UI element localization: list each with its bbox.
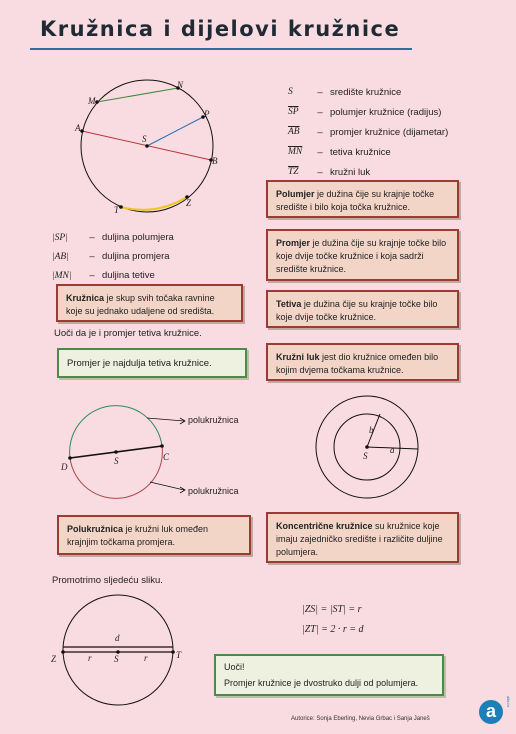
term-polumjer: Polumjer — [276, 189, 315, 199]
radius-label-a: a — [390, 445, 395, 455]
definition-text: je skup svih točaka ravnine koje su jednako udaljene od središta. — [66, 293, 215, 316]
legend-item: $\overline{AB}$ – promjer kružnice (dijametar) — [288, 126, 449, 138]
legend-text: promjer kružnice (dijametar) — [330, 126, 449, 138]
legend-text: središte kružnice — [330, 86, 402, 98]
label-d: d — [115, 633, 120, 643]
legend-text: polumjer kružnice (radijus) — [330, 106, 442, 118]
term-koncentricne: Koncentrične kružnice — [276, 521, 373, 531]
legend-symbol: $\overline{SP}$ — [288, 107, 299, 117]
definition-kruznica — [56, 284, 243, 322]
label-r-right: r — [144, 653, 148, 663]
legend-item: $\overline{MN}$ – tetiva kružnice — [288, 146, 391, 158]
publisher-logo: a — [479, 700, 503, 724]
formula-1: |ZS| = |ST| = r — [302, 604, 362, 615]
definition-text: jest dio kružnice omeđen bilo kojim dvjema točkama kružnice. — [276, 352, 439, 375]
formula-2: |ZT| = 2 · r = d — [302, 624, 364, 635]
legend-symbol: $\overline{MN}$ — [288, 147, 303, 157]
length-text: duljina tetive — [102, 270, 155, 281]
legend-list — [288, 82, 448, 182]
term-polukruznica: Polukružnica — [67, 524, 124, 534]
bottom-circle — [63, 595, 173, 705]
point-label-s3: S — [363, 451, 368, 461]
radius-sp — [147, 117, 203, 146]
radius-label-b: b — [369, 425, 374, 435]
legend-symbol: $\overline{TZ}$ — [288, 167, 299, 177]
promotrimo-text: Promotrimo sljedeću sliku. — [52, 575, 163, 586]
definition-promjer — [266, 229, 459, 281]
point-label-s4: S — [114, 654, 119, 664]
legend-item: $\overline{SP}$ – polumjer kružnice (radijus) — [288, 106, 442, 118]
point-label-a: A — [75, 123, 81, 133]
authors: Autorice: Sonja Eberling, Nevia Grbac i Sanja Janeš — [291, 716, 430, 722]
point-label-t: T — [114, 205, 120, 215]
semicircle-bottom — [70, 446, 162, 498]
tip-najdulja-tetiva: Promjer je najdulja tetiva kružnice. — [57, 348, 247, 378]
label-polukruznica-bottom: polukružnica — [188, 486, 239, 496]
length-text: duljina promjera — [102, 251, 170, 262]
length-list — [52, 228, 174, 285]
length-symbol: |AB| — [52, 251, 69, 262]
definition-koncentricne — [266, 512, 459, 563]
length-symbol: |SP| — [52, 232, 68, 243]
legend-item: S – središte kružnice — [288, 86, 402, 98]
definition-text: je kružni luk omeđen krajnjim točkama promjera. — [67, 524, 209, 547]
arrow-bottom — [150, 482, 184, 490]
tip-uoci — [214, 654, 444, 696]
definition-polukruznica — [57, 515, 251, 555]
arc-tz — [121, 197, 187, 210]
definition-text: su kružnice koje imaju zajedničko središte i različite duljine polumjera. — [276, 521, 443, 557]
length-item: |AB| – duljina promjera — [52, 251, 170, 262]
point-label-s2: S — [114, 456, 119, 466]
definition-kruzni-luk — [266, 343, 459, 381]
length-text: duljina polumjera — [102, 232, 174, 243]
point-label-z2: Z — [51, 654, 57, 664]
legend-text: tetiva kružnice — [330, 146, 391, 158]
definition-text: je dužina čije su krajnje točke bilo koje dvije točke kružnice. — [276, 299, 438, 322]
chord-mn — [97, 88, 178, 102]
legend-symbol: S — [288, 87, 293, 97]
definition-text: je dužina čije su krajnje točke bilo koje dvije točke kružnice i koja sadrži središte kružnice. — [276, 238, 447, 274]
point-label-b: B — [212, 156, 218, 166]
note-promjer: Uoči da je i promjer tetiva kružnice. — [54, 328, 202, 339]
point-label-z: Z — [186, 198, 192, 208]
tip-text: Promjer kružnice je dvostruko dulji od polumjera. — [224, 678, 419, 688]
definition-tetiva — [266, 290, 459, 328]
point-label-c: C — [163, 452, 170, 462]
term-kruznica: Kružnica — [66, 293, 105, 303]
arrow-top — [147, 418, 184, 421]
length-item: |MN| – duljina tetive — [52, 270, 155, 281]
legend-item: $\overline{TZ}$ – kružni luk — [288, 166, 371, 178]
legend-symbol: $\overline{AB}$ — [288, 127, 300, 137]
point-label-s: S — [142, 134, 147, 144]
point-label-m: M — [88, 96, 96, 106]
label-polukruznica-top: polukružnica — [188, 415, 239, 425]
point-label-d: D — [61, 462, 68, 472]
publisher-logo-text: alfa.hr — [506, 696, 511, 708]
definition-polumjer — [266, 180, 459, 218]
point-label-t2: T — [176, 650, 182, 660]
point-label-p: P — [204, 109, 210, 119]
point-label-n: N — [177, 80, 184, 90]
term-kruzni-luk: Kružni luk — [276, 352, 320, 362]
length-item: |SP| – duljina polumjera — [52, 232, 174, 243]
term-promjer: Promjer — [276, 238, 311, 248]
label-r-left: r — [88, 653, 92, 663]
length-symbol: |MN| — [52, 270, 72, 281]
definition-text: je dužina čije su krajnje točke središte i bilo koja točka kružnice. — [276, 189, 435, 212]
term-tetiva: Tetiva — [276, 299, 302, 309]
page-title: Kružnica i dijelovi kružnice — [40, 17, 401, 41]
tip-title: Uoči! — [224, 662, 245, 672]
semicircle-top — [70, 406, 162, 458]
legend-text: kružni luk — [330, 166, 371, 178]
